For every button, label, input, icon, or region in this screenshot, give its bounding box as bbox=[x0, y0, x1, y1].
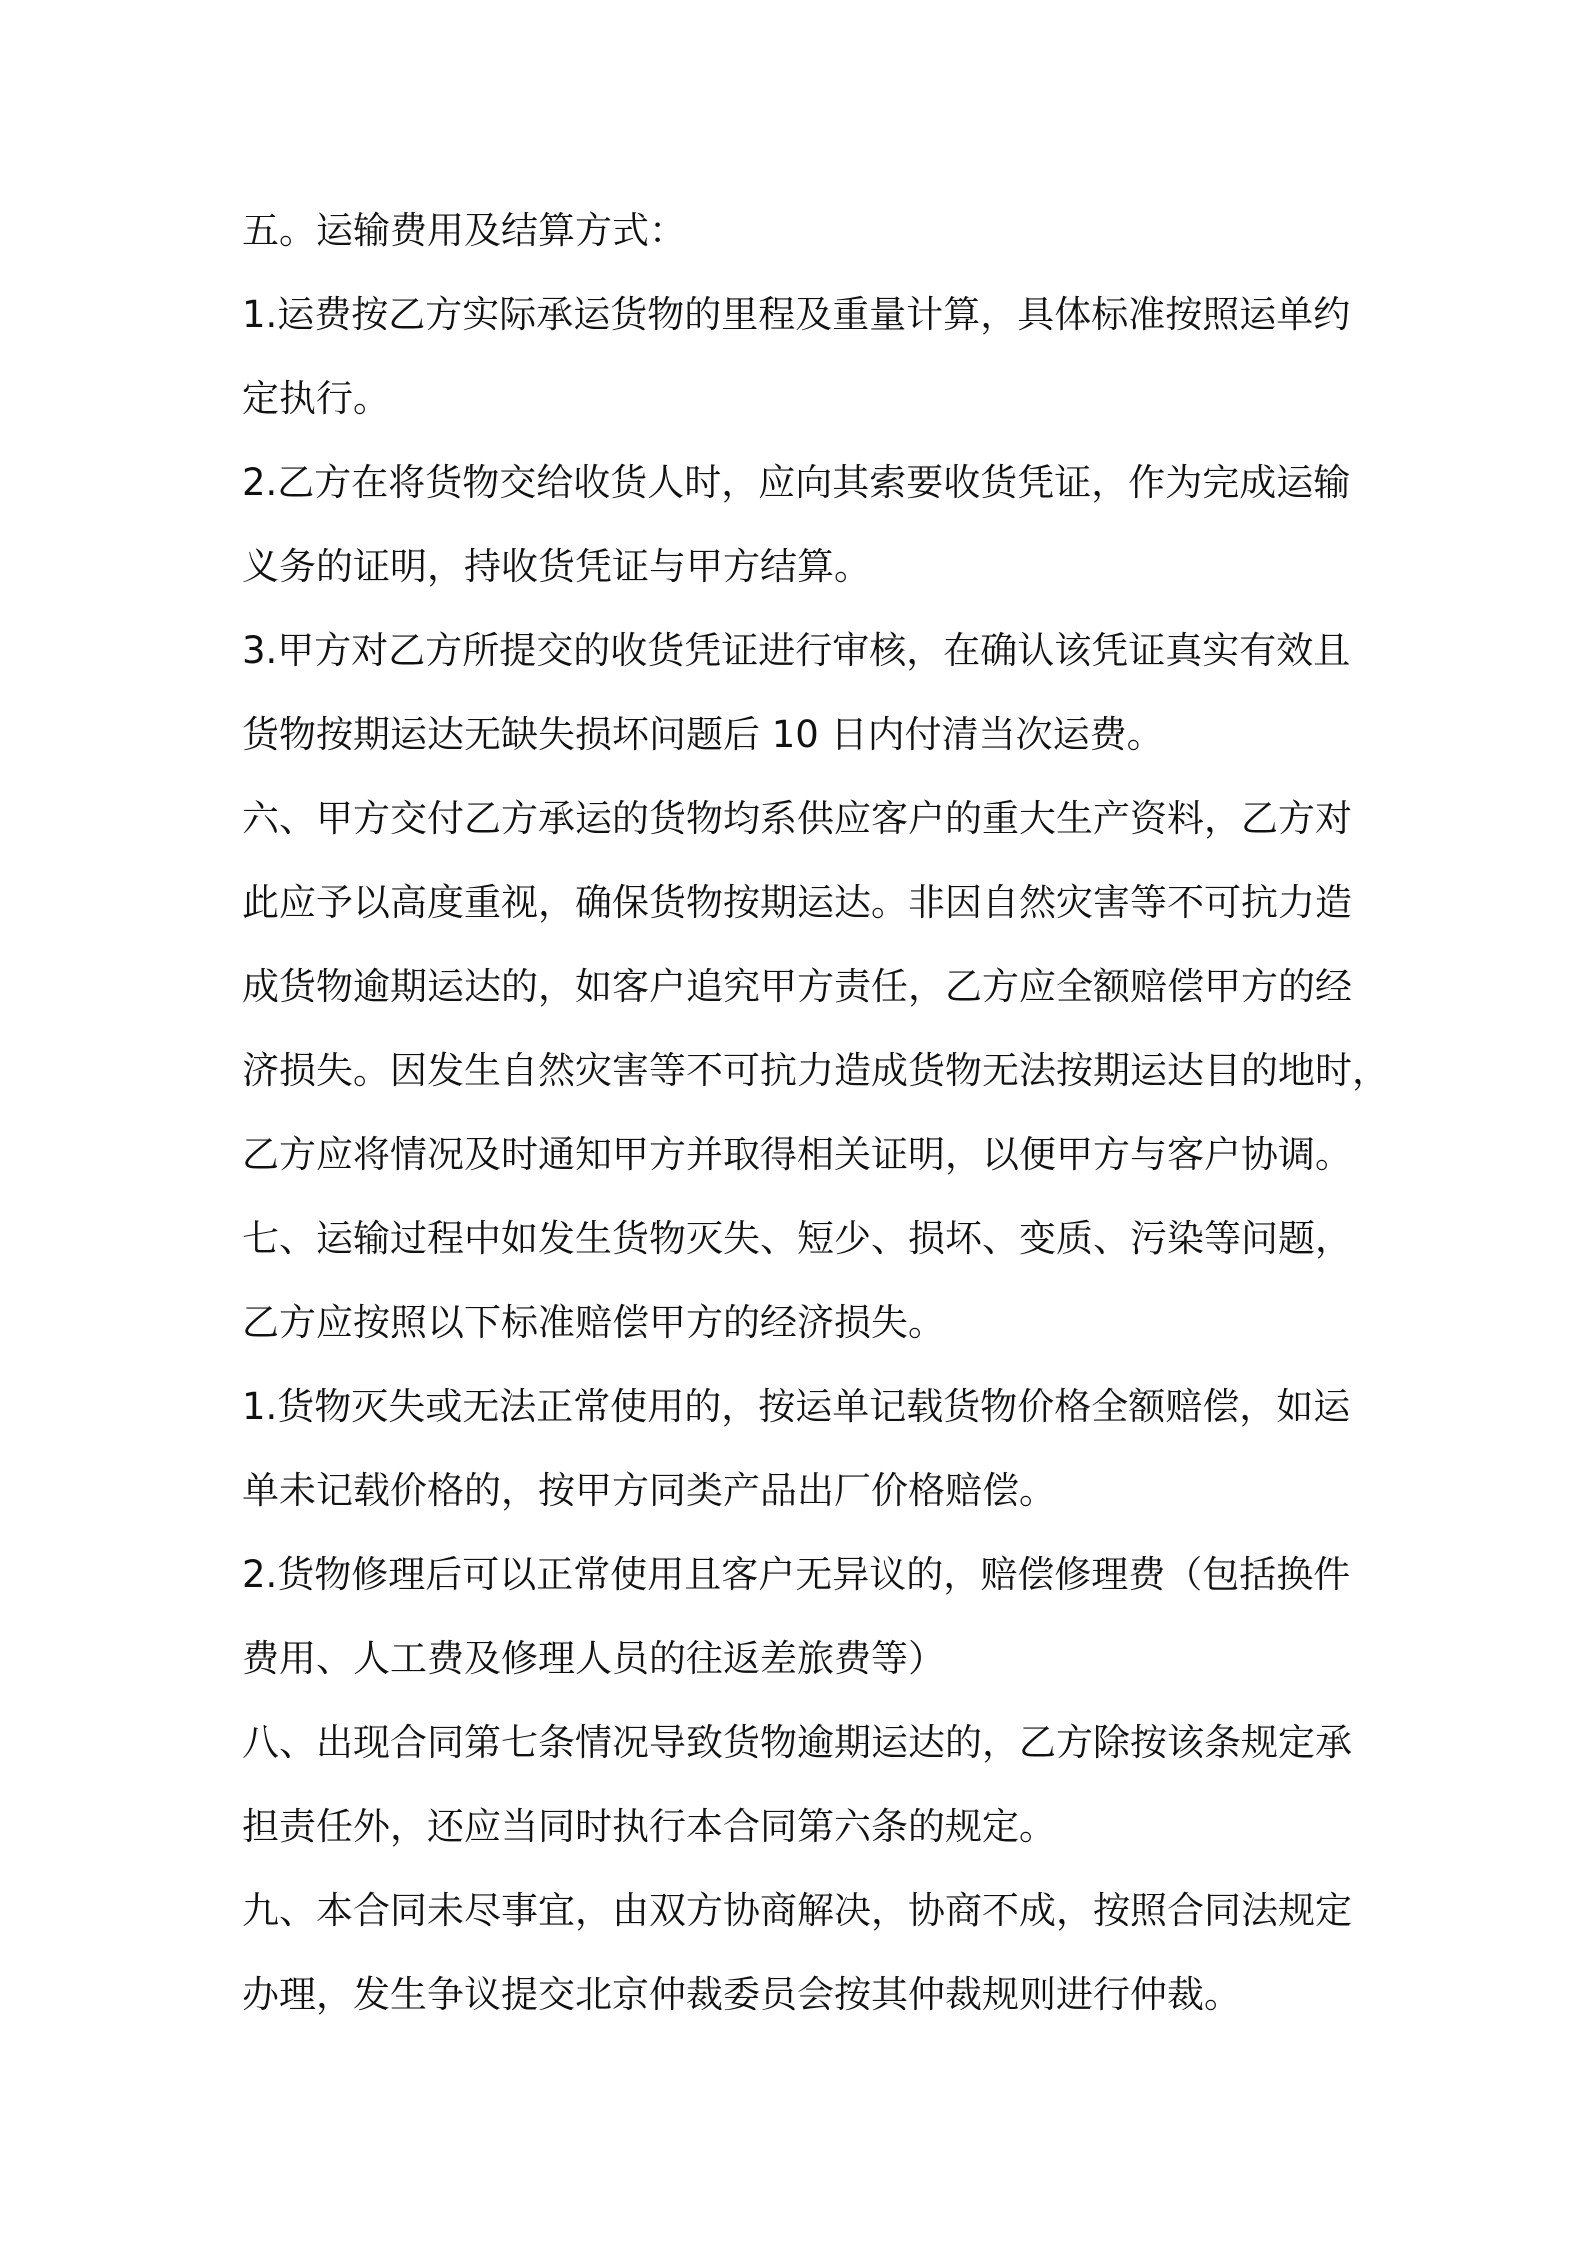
clause-7-1-line-1: 1.货物灭失或无法正常使用的，按运单记载货物价格全额赔偿，如运 bbox=[242, 1385, 1351, 1428]
section-6-line-2: 此应予以高度重视，确保货物按期运达。非因自然灾害等不可抗力造 bbox=[242, 881, 1352, 924]
clause-5-2-line-1: 2.乙方在将货物交给收货人时，应向其索要收货凭证，作为完成运输 bbox=[242, 461, 1351, 504]
section-6-line-4: 济损失。因发生自然灾害等不可抗力造成货物无法按期运达目的地时， bbox=[242, 1049, 1389, 1092]
section-9-line-2: 办理，发生争议提交北京仲裁委员会按其仲裁规则进行仲裁。 bbox=[242, 1973, 1241, 2016]
contract-text-body bbox=[242, 189, 1389, 2037]
section-9-line-1: 九、本合同未尽事宜，由双方协商解决，协商不成，按照合同法规定 bbox=[242, 1889, 1352, 1932]
clause-5-3-line-2: 货物按期运达无缺失损坏问题后 10 日内付清当次运费。 bbox=[242, 713, 1164, 756]
clause-5-1-line-2: 定执行。 bbox=[242, 377, 390, 420]
clause-5-1-line-1: 1.运费按乙方实际承运货物的里程及重量计算，具体标准按照运单约 bbox=[242, 293, 1351, 336]
section-5-heading: 五。运输费用及结算方式： bbox=[242, 209, 686, 252]
section-6-line-3: 成货物逾期运达的，如客户追究甲方责任，乙方应全额赔偿甲方的经 bbox=[242, 965, 1352, 1008]
clause-7-2-line-1: 2.货物修理后可以正常使用且客户无异议的，赔偿修理费（包括换件 bbox=[242, 1553, 1351, 1596]
section-7-line-2: 乙方应按照以下标准赔偿甲方的经济损失。 bbox=[242, 1301, 945, 1344]
section-7-line-1: 七、运输过程中如发生货物灭失、短少、损坏、变质、污染等问题， bbox=[242, 1217, 1352, 1260]
section-8-line-1: 八、出现合同第七条情况导致货物逾期运达的，乙方除按该条规定承 bbox=[242, 1721, 1352, 1764]
clause-5-2-line-2: 义务的证明，持收货凭证与甲方结算。 bbox=[242, 545, 871, 588]
section-6-line-5: 乙方应将情况及时通知甲方并取得相关证明，以便甲方与客户协调。 bbox=[242, 1133, 1352, 1176]
clause-7-2-line-2: 费用、人工费及修理人员的往返差旅费等） bbox=[242, 1637, 945, 1680]
section-6-line-1: 六、甲方交付乙方承运的货物均系供应客户的重大生产资料，乙方对 bbox=[242, 797, 1352, 840]
clause-7-1-line-2: 单未记载价格的，按甲方同类产品出厂价格赔偿。 bbox=[242, 1469, 1056, 1512]
section-8-line-2: 担责任外，还应当同时执行本合同第六条的规定。 bbox=[242, 1805, 1056, 1848]
clause-5-3-line-1: 3.甲方对乙方所提交的收货凭证进行审核，在确认该凭证真实有效且 bbox=[242, 629, 1351, 672]
